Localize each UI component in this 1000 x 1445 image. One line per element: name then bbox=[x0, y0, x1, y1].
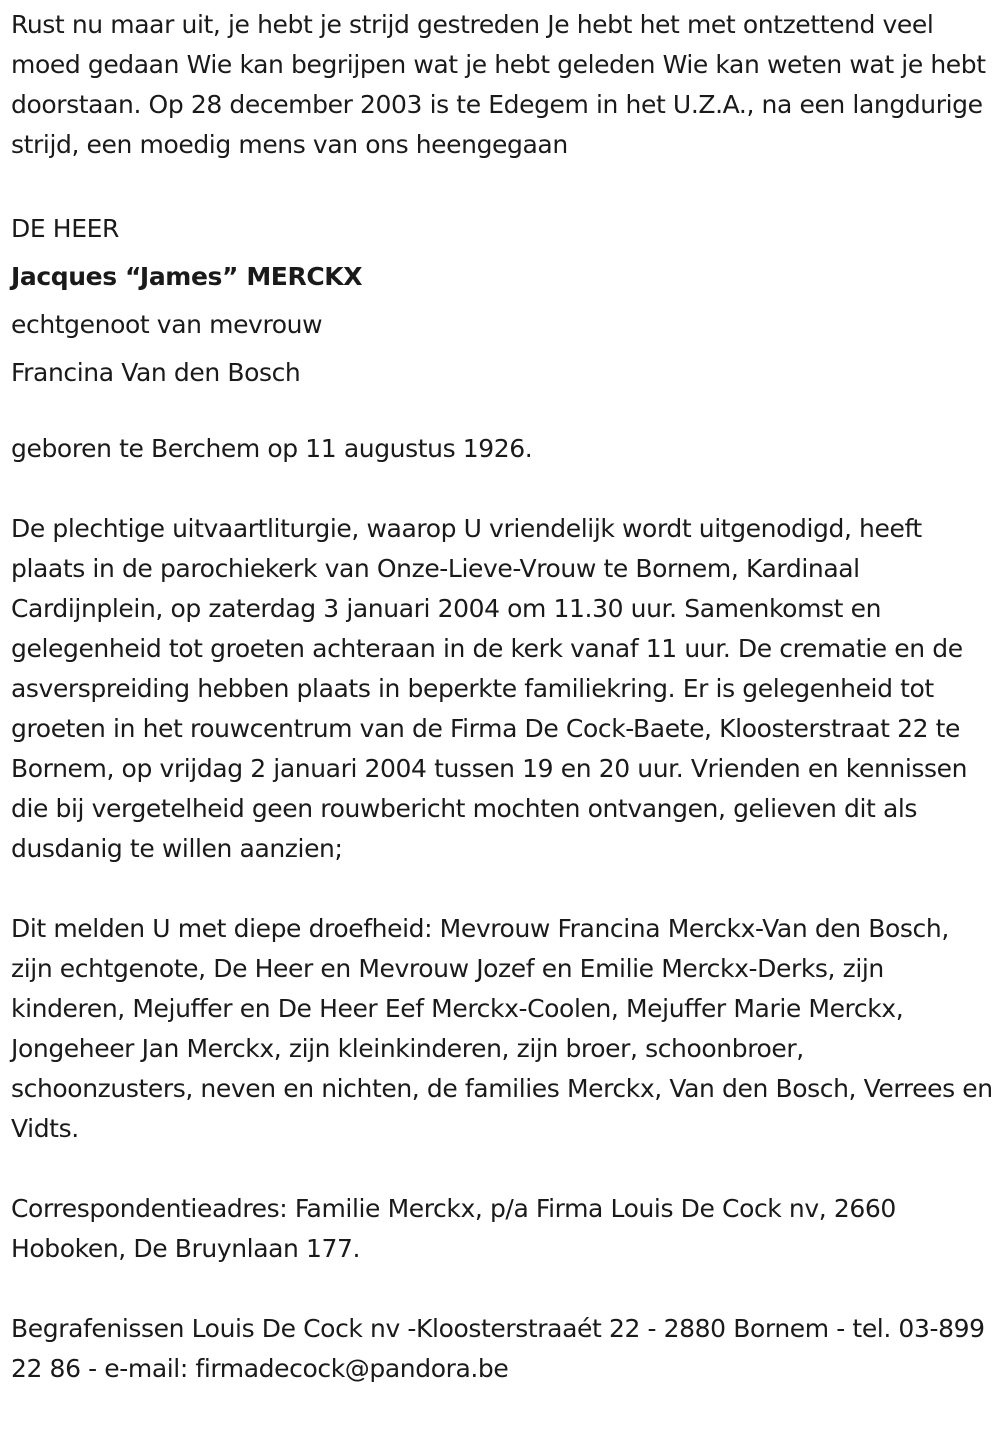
correspondence-paragraph: Correspondentieadres: Familie Merckx, p/a Firma Louis De Cock nv, 2660 Hoboken, De Bruynlaan 177. bbox=[11, 1194, 896, 1263]
spacer bbox=[11, 397, 993, 429]
undertaker-paragraph: Begrafenissen Louis De Cock nv -Kloosterstraaét 22 - 2880 Bornem - tel. 03-899 22 86 - e-mail: firmadecock@pandora.be bbox=[11, 1314, 985, 1383]
spacer bbox=[11, 1269, 993, 1309]
deceased-block bbox=[11, 205, 993, 397]
spouse-line-2: Francina Van den Bosch bbox=[11, 358, 301, 387]
spouse-line-1: echtgenoot van mevrouw bbox=[11, 310, 323, 339]
family-paragraph: Dit melden U met diepe droefheid: Mevrouw Francina Merckx-Van den Bosch, zijn echtgenote, De Heer en Mevrouw Jozef en Emilie Merckx-Derks, zijn kinderen, Mejuffer en De Heer Eef Merckx-Coolen, Mejuffer Marie Merckx, Jongeheer Jan Merckx, zijn kleinkinderen, zijn broer, schoonbroer, schoonzusters, neven en nichten, de families Merckx, Van den Bosch, Verrees en Vidts. bbox=[11, 914, 993, 1143]
spacer bbox=[11, 869, 993, 909]
spacer bbox=[11, 165, 993, 205]
obituary-document bbox=[11, 5, 993, 1389]
spacer bbox=[11, 469, 993, 509]
spacer bbox=[11, 1149, 993, 1189]
ceremony-paragraph: De plechtige uitvaartliturgie, waarop U vriendelijk wordt uitgenodigd, heeft plaats in de parochiekerk van Onze-Lieve-Vrouw te Bornem, Kardinaal Cardijnplein, op zaterdag 3 januari 2004 om 11.30 uur. Samenkomst en gelegenheid tot groeten achteraan in de kerk vanaf 11 uur. De crematie en de asverspreiding hebben plaats in beperkte familiekring. Er is gelegenheid tot groeten in het rouwcentrum van de Firma De Cock-Baete, Kloosterstraat 22 te Bornem, op vrijdag 2 januari 2004 tussen 19 en 20 uur. Vrienden en kennissen die bij vergetelheid geen rouwbericht mochten ontvangen, gelieven dit als dusdanig te willen aanzien; bbox=[11, 514, 968, 863]
deceased-name: Jacques “James” MERCKX bbox=[11, 262, 363, 291]
birth-line: geboren te Berchem op 11 augustus 1926. bbox=[11, 434, 533, 463]
honorific: DE HEER bbox=[11, 214, 119, 243]
intro-paragraph: Rust nu maar uit, je hebt je strijd gestreden Je hebt het met ontzettend veel moed gedaan Wie kan begrijpen wat je hebt geleden Wie kan weten wat je hebt doorstaan. Op 28 december 2003 is te Edegem in het U.Z.A., na een langdurige strijd, een moedig mens van ons heengegaan bbox=[11, 10, 986, 159]
